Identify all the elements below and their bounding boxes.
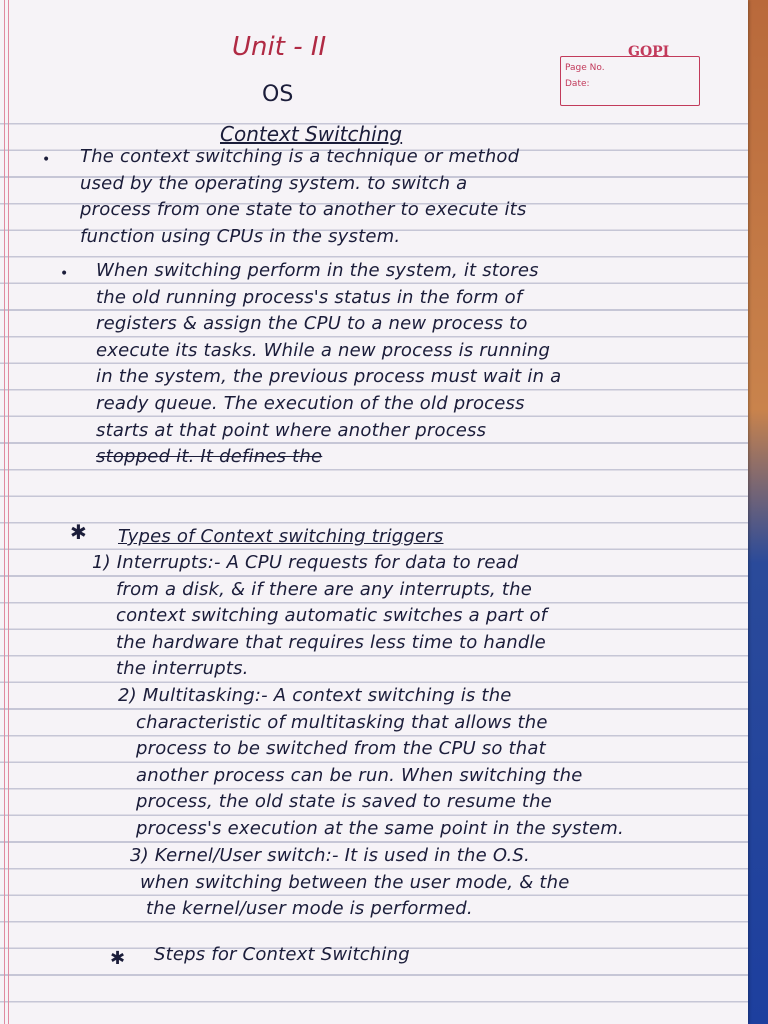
text-line: the kernel/user mode is performed.: [146, 898, 473, 920]
unit-title: Unit - II: [232, 32, 327, 62]
paragraph-1: [80, 144, 740, 250]
text-line: 1) Interrupts:- A CPU requests for data to read: [92, 552, 519, 573]
text-line: the interrupts.: [116, 658, 249, 680]
text-line: the old running process's status in the form of: [96, 286, 523, 308]
notebook-brand: GOPI: [628, 44, 670, 60]
subject-title: OS: [262, 82, 294, 107]
text-line: characteristic of multitasking that allows the: [136, 711, 548, 733]
steps-heading: Steps for Context Switching: [154, 944, 410, 965]
text-line: context switching automatic switches a part of: [116, 605, 548, 627]
text-line: process's execution at the same point in the system.: [136, 817, 624, 839]
text-line: when switching between the user mode, & the: [140, 871, 570, 893]
text-line: another process can be run. When switching the: [136, 764, 583, 786]
text-line: from a disk, & if there are any interrupts, the: [116, 578, 533, 600]
text-line: When switching perform in the system, it stores: [96, 260, 539, 281]
types-heading: Types of Context switching triggers: [118, 526, 444, 547]
asterisk-icon: ✱: [110, 948, 126, 969]
margin-line: [8, 0, 9, 1024]
section-heading: Context Switching: [220, 122, 403, 146]
asterisk-icon: ✱: [70, 520, 87, 544]
text-line: process, the old state is saved to resume the: [136, 791, 553, 813]
text-line: in the system, the previous process must wait in a: [96, 366, 562, 388]
interrupts-section: [92, 550, 742, 683]
text-line: execute its tasks. While a new process is running: [96, 339, 551, 361]
kernel-user-section: [118, 843, 748, 923]
text-line: the hardware that requires less time to handle: [116, 631, 546, 653]
text-line: The context switching is a technique or method: [80, 146, 520, 167]
text-line: 3) Kernel/User switch:- It is used in the O.S.: [130, 845, 530, 866]
text-line: 2) Multitasking:- A context switching is the: [118, 685, 512, 706]
text-line: used by the operating system. to switch a: [80, 172, 468, 194]
text-line: function using CPUs in the system.: [80, 225, 401, 247]
bullet-dot: •: [60, 266, 69, 282]
text-line: starts at that point where another process: [96, 419, 487, 441]
text-line: process from one state to another to execute its: [80, 199, 527, 221]
text-line: registers & assign the CPU to a new process to: [96, 313, 528, 335]
date-label: Date:: [565, 79, 590, 89]
text-line: process to be switched from the CPU so that: [136, 738, 546, 760]
page-no-label: Page No.: [565, 63, 605, 73]
multitasking-section: [118, 683, 748, 843]
page-date-box: [560, 56, 700, 106]
margin-line: [4, 0, 5, 1024]
paragraph-2: [96, 258, 736, 471]
text-line: ready queue. The execution of the old process: [96, 392, 525, 414]
bullet-dot: •: [42, 152, 51, 168]
text-line: stopped it. It defines the: [96, 446, 323, 468]
